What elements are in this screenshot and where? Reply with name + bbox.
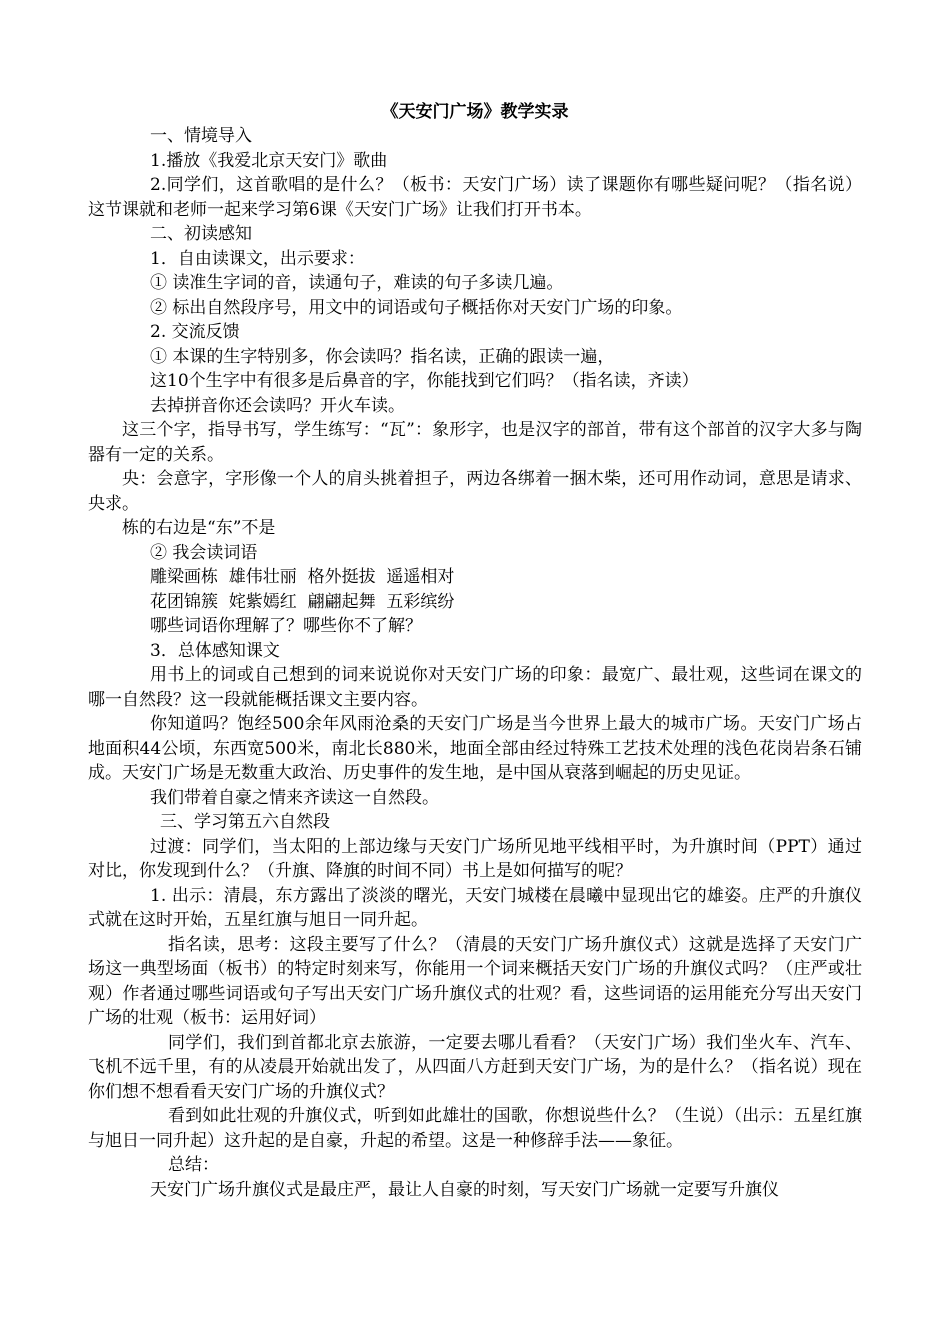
summary-heading: 总结： xyxy=(168,1155,219,1175)
paragraph: 栋的右边是“东”不是 xyxy=(122,518,276,538)
paragraph: 去掉拼音你还会读吗？开火车读。 xyxy=(150,395,405,416)
paragraph: 用书上的词或自己想到的词来说说你对天安门广场的印象：最宽广、最壮观，这些词在课文的哪一自然段？这一段就能概括课文主要内容。 xyxy=(88,665,862,710)
vocabulary-line: 雕梁画栋 雄伟壮丽 格外挺拔 遥遥相对 xyxy=(150,567,455,587)
paragraph: 你知道吗？饱经500余年风雨沧桑的天安门广场是当今世界上最大的城市广场。天安门广场占地面积44公顷，东西宽500米，南北长880米，地面全部由经过特殊工艺技术处理的浅色花岗岩条石铺成。天安门广场是无数重大政治、历史事件的发生地，是中国从衰落到崛起的历史见证。 xyxy=(88,714,862,783)
section-heading-first-reading: 二、初读感知 xyxy=(150,224,252,244)
section-heading-intro: 一、情境导入 xyxy=(150,126,252,146)
paragraph: ① 读准生字词的音，读通句子，难读的句子多读几遍。 xyxy=(150,273,564,293)
document-title: 《天安门广场》教学实录 xyxy=(381,102,569,122)
paragraph: 1.播放《我爱北京天安门》歌曲 xyxy=(150,150,388,171)
section-heading-study: 三、学习第五六自然段 xyxy=(160,812,330,832)
paragraph: 这10个生字中有很多是后鼻音的字，你能找到它们吗？（指名读，齐读） xyxy=(150,371,699,391)
paragraph: 1．自由读课文，出示要求： xyxy=(150,248,365,269)
paragraph: 同学们，我们到首都北京去旅游，一定要去哪儿看看？（天安门广场）我们坐火车、汽车、飞机不远千里，有的从凌晨开始就出发了，从四面八方赶到天安门广场，为的是什么？（指名说）现在你们想不想看看天安门广场的升旗仪式？ xyxy=(88,1032,862,1102)
paragraph: ② 标出自然段序号，用文中的词语或句子概括你对天安门广场的印象。 xyxy=(150,297,683,318)
paragraph: 这三个字，指导书写，学生练写：“瓦”：象形字，也是汉字的部首，带有这个部首的汉字大多与陶器有一定的关系。 xyxy=(88,420,862,465)
vocabulary-line: 花团锦簇 姹紫嫣红 翩翩起舞 五彩缤纷 xyxy=(150,591,455,612)
paragraph: 指名读，思考：这段主要写了什么？（清晨的天安门广场升旗仪式）这就是选择了天安门广场这一典型场面（板书）的特定时刻来写，你能用一个词来概括天安门广场的升旗仪式吗？（庄严或壮观）作者通过哪些词语或句子写出天安门广场升旗仪式的壮观？看，这些词语的运用能充分写出天安门广场的壮观（板书：运用好词） xyxy=(88,934,862,1028)
paragraph: 央：会意字，字形像一个人的肩头挑着担子，两边各绑着一捆木柴，还可用作动词，意思是请求、央求。 xyxy=(88,469,862,514)
paragraph: 3．总体感知课文 xyxy=(150,640,280,661)
paragraph: 2. 交流反馈 xyxy=(150,322,240,342)
paragraph: 过渡：同学们，当太阳的上部边缘与天安门广场所见地平线相平时，为升旗时间（PPT）通过对比，你发现到什么？（升旗、降旗的时间不同）书上是如何描写的呢？ xyxy=(88,836,862,881)
paragraph: 我们带着自豪之情来齐读这一自然段。 xyxy=(150,787,439,808)
paragraph: 2.同学们，这首歌唱的是什么？（板书：天安门广场）读了课题你有哪些疑问呢？（指名说）这节课就和老师一起来学习第6课《天安门广场》让我们打开书本。 xyxy=(88,175,862,220)
paragraph: 哪些词语你理解了？哪些你不了解？ xyxy=(150,616,422,636)
document-body xyxy=(88,124,862,1202)
paragraph: 1. 出示：清晨，东方露出了淡淡的曙光，天安门城楼在晨曦中显现出它的雄姿。庄严的升旗仪式就在这时开始，五星红旗与旭日一同升起。 xyxy=(88,885,862,930)
paragraph: ① 本课的生字特别多，你会读吗？指名读，正确的跟读一遍， xyxy=(150,346,615,367)
paragraph: 天安门广场升旗仪式是最庄严，最让人自豪的时刻，写天安门广场就一定要写升旗仪 xyxy=(150,1179,779,1200)
paragraph: 看到如此壮观的升旗仪式，听到如此雄壮的国歌，你想说些什么？（生说）（出示：五星红旗与旭日一同升起）这升起的是自豪，升起的希望。这是一种修辞手法——象征。 xyxy=(88,1106,862,1151)
paragraph: ② 我会读词语 xyxy=(150,542,258,563)
